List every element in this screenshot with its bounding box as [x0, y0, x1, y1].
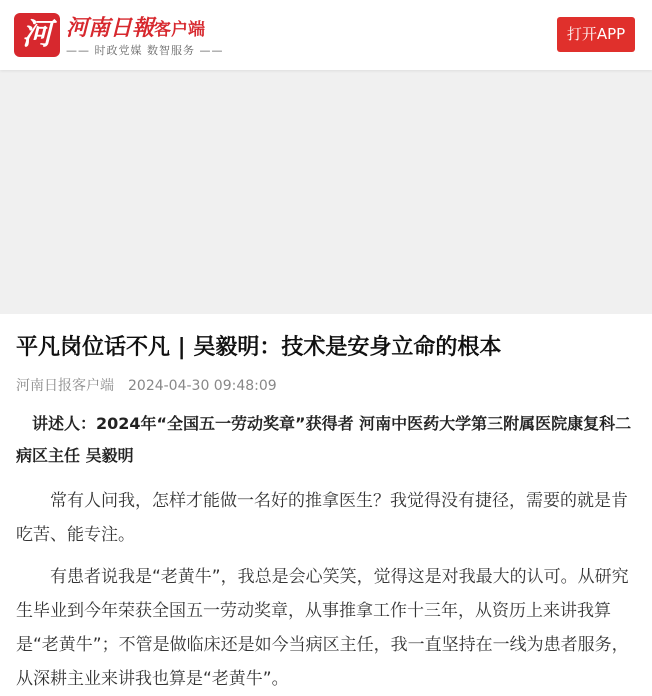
article-title: 平凡岗位话不凡 | 吴毅明：技术是安身立命的根本 [16, 335, 502, 360]
logo-icon[interactable]: 河 [14, 13, 60, 57]
article-datetime: 2024-04-30 09:48:09 [128, 378, 277, 394]
media-placeholder [0, 70, 652, 314]
article-lead: 讲述人：2024年“全国五一劳动奖章”获得者 河南中医药大学第三附属医院康复科二病区主任 吴毅明 [16, 414, 632, 465]
top-bar [0, 0, 652, 70]
open-app-button[interactable]: 打开APP [557, 17, 635, 52]
article-source: 河南日报客户端 [16, 378, 114, 394]
logo-slogan: —— 时政党媒 数智服务 —— [66, 44, 224, 57]
article-paragraph: 有患者说我是“老黄牛”，我总是会心笑笑，觉得这是对我最大的认可。从研究生毕业到今年荣获全国五一劳动奖章，从事推拿工作十三年，从资历上来讲我算是“老黄牛”；不管是做临床还是如今当病区主任，我一直坚持在一线为患者服务，从深耕主业来讲我也算是“老黄牛”。 [16, 567, 629, 689]
logo-suffix: 客户端 [154, 20, 205, 40]
article-paragraph: 常有人问我，怎样才能做一名好的推拿医生？我觉得没有捷径，需要的就是肯吃苦、能专注。 [16, 491, 628, 545]
logo-name: 河南日報 [66, 15, 155, 41]
article-meta [16, 376, 277, 396]
